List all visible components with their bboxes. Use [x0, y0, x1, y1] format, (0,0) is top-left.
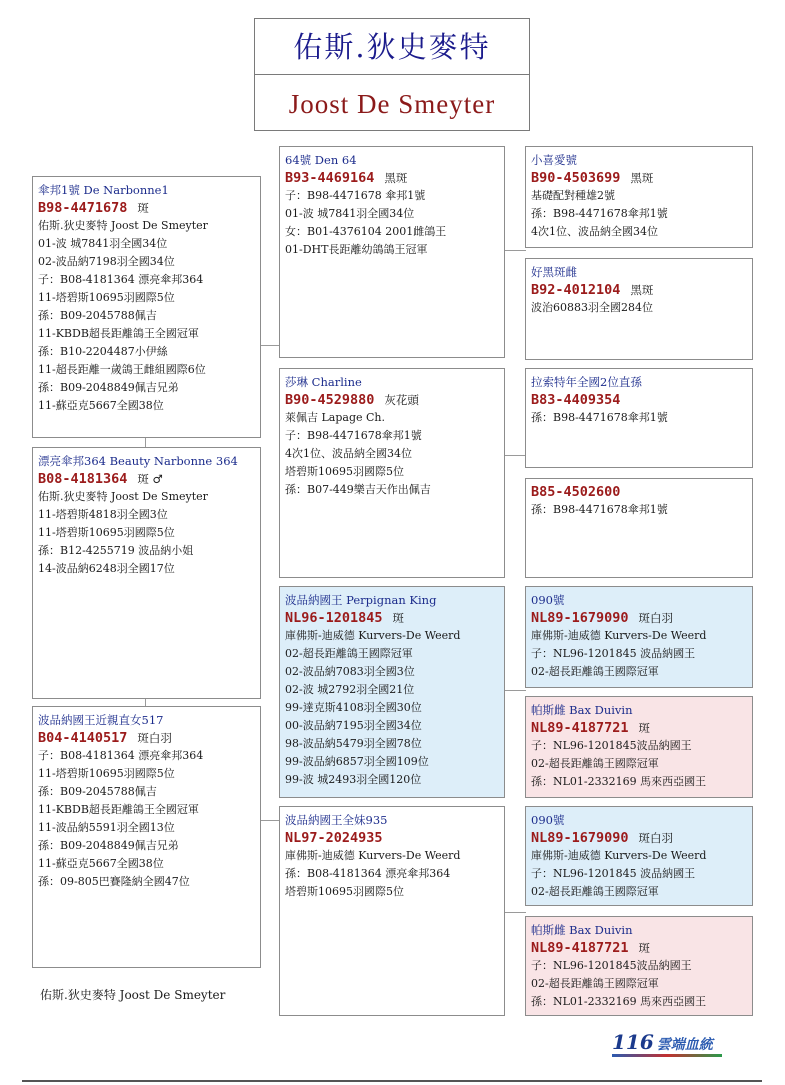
record-line: 子：B98-4471678 傘邦1號 [285, 189, 426, 202]
record-line: 孫：B09-2045788佩吉 [38, 785, 157, 798]
pigeon-color: 斑白羽 [638, 831, 674, 845]
breeder-name: 佑斯.狄史麥特 Joost De Smeyter [40, 988, 226, 1002]
pigeon-color: 黑斑 [630, 283, 654, 297]
pedigree-card-granddam-paternal[interactable] [279, 368, 505, 578]
ring-number: NL89-1679090 [531, 610, 629, 626]
pigeon-name: 帕斯雌 Bax Duivin [531, 923, 633, 937]
pigeon-name: 波品納國王全妹935 [285, 813, 388, 827]
connector-line [260, 345, 280, 346]
record-line: 02-波品納7083羽全國3位 [285, 665, 415, 678]
pigeon-name: 64號 Den 64 [285, 153, 357, 167]
record-line: 02-超長距離鴿王國際冠軍 [531, 665, 659, 678]
pigeon-name: 拉索特年全國2位直孫 [531, 375, 642, 389]
record-line: 孫：B09-2048849佩吉兄弟 [38, 839, 179, 852]
record-line: 佑斯.狄史麥特 Joost De Smeyter [38, 490, 208, 503]
record-line: 萊佩吉 Lapage Ch. [285, 411, 386, 424]
logo-underline [612, 1054, 722, 1057]
record-line: 4次1位、波品納全國34位 [285, 447, 412, 460]
ring-number: B98-4471678 [38, 200, 128, 216]
pigeon-name: 好黑斑雌 [531, 265, 577, 279]
logo-text: 雲端血統 [656, 1037, 713, 1053]
record-line: 塔碧斯10695羽國際5位 [285, 465, 404, 478]
site-logo[interactable] [612, 1030, 742, 1060]
record-line: 子：NL96-1201845 波品納國王 [531, 867, 696, 880]
record-line: 孫：B09-2048849佩吉兄弟 [38, 381, 179, 394]
pedigree-card-grandsire-paternal[interactable] [279, 146, 505, 358]
ring-number: B83-4409354 [531, 392, 621, 408]
record-line: 02-超長距離鴿王國際冠軍 [531, 977, 659, 990]
pigeon-color: 斑 [137, 201, 149, 215]
ring-number: NL89-1679090 [531, 830, 629, 846]
pigeon-name: 帕斯雌 Bax Duivin [531, 703, 633, 717]
ring-number: NL96-1201845 [285, 610, 383, 626]
pigeon-name: 傘邦1號 De Narbonne1 [38, 183, 169, 197]
record-line: 11-蘇亞克5667全國38位 [38, 399, 164, 412]
pedigree-card-subject[interactable] [32, 447, 261, 699]
record-line: 子：NL96-1201845 波品納國王 [531, 647, 696, 660]
record-line: 波治60883羽全國284位 [531, 301, 653, 314]
pedigree-card-great-grandparent[interactable] [525, 478, 753, 578]
pigeon-color: 斑 [638, 721, 651, 735]
pigeon-color: 黑斑 [384, 171, 408, 185]
pedigree-card-great-grandparent[interactable] [525, 916, 753, 1016]
record-line: 11-超長距離一歲鴿王雌組國際6位 [38, 363, 206, 376]
pedigree-card-great-grandparent[interactable] [525, 146, 753, 248]
logo-number: 116 [612, 1030, 654, 1054]
title-chinese: 佑斯.狄史麥特 [255, 19, 529, 75]
ring-number: B08-4181364 [38, 471, 128, 487]
record-line: 00-波品納7195羽全國34位 [285, 719, 422, 732]
record-line: 99-波品納6857羽全國109位 [285, 755, 429, 768]
pigeon-name: 波品納國王近親直女517 [38, 713, 164, 727]
record-line: 01-DHT長距離幼鴿鴿王冠軍 [285, 243, 428, 256]
record-line: 02-超長距離鴿王國際冠軍 [531, 757, 659, 770]
record-line: 孫：NL01-2332169 馬來西亞國王 [531, 995, 707, 1008]
record-line: 02-波品納7198羽全國34位 [38, 255, 175, 268]
record-line: 99-波 城2493羽全國120位 [285, 773, 422, 786]
record-line: 庫佛斯-迪威德 Kurvers-De Weerd [285, 849, 461, 862]
ring-number: B90-4529880 [285, 392, 375, 408]
pedigree-card-granddam-maternal[interactable] [279, 806, 505, 1016]
record-line: 女：B01-4376104 2001雌鴿王 [285, 225, 447, 238]
record-line: 孫：B98-4471678傘邦1號 [531, 411, 668, 424]
ring-number: B90-4503699 [531, 170, 621, 186]
record-line: 11-塔碧斯10695羽國際5位 [38, 526, 175, 539]
record-line: 01-波 城7841羽全國34位 [285, 207, 415, 220]
record-line: 子：B98-4471678傘邦1號 [285, 429, 422, 442]
record-line: 孫：B07-449樂吉天作出佩吉 [285, 483, 431, 496]
record-line: 庫佛斯-迪威德 Kurvers-De Weerd [531, 629, 707, 642]
pigeon-name: 090號 [531, 813, 565, 827]
pigeon-color: 斑 ♂ [137, 472, 163, 486]
record-line: 佑斯.狄史麥特 Joost De Smeyter [38, 219, 208, 232]
connector-line [260, 820, 280, 821]
ring-number: B85-4502600 [531, 484, 621, 500]
record-line: 98-波品納5479羽全國78位 [285, 737, 422, 750]
pedigree-card-sire[interactable] [32, 176, 261, 438]
pedigree-title [254, 18, 530, 131]
record-line: 11-塔碧斯10695羽國際5位 [38, 291, 175, 304]
pigeon-name: 090號 [531, 593, 565, 607]
connector-line [145, 437, 146, 447]
ring-number: B92-4012104 [531, 282, 621, 298]
record-line: 4次1位、波品納全國34位 [531, 225, 658, 238]
title-english: Joost De Smeyter [288, 89, 496, 119]
record-line: 孫：B08-4181364 漂亮傘邦364 [285, 867, 451, 880]
ring-number: B04-4140517 [38, 730, 128, 746]
record-line: 孫：NL01-2332169 馬來西亞國王 [531, 775, 707, 788]
pigeon-color: 斑 [638, 941, 651, 955]
pigeon-color: 斑 [392, 611, 405, 625]
record-line: 11-KBDB超長距離鴿王全國冠軍 [38, 803, 199, 816]
record-line: 塔碧斯10695羽國際5位 [285, 885, 404, 898]
pedigree-card-grandsire-maternal[interactable] [279, 586, 505, 798]
record-line: 02-超長距離鴿王國際冠軍 [285, 647, 413, 660]
record-line: 孫：B10-2204487小伊絲 [38, 345, 168, 358]
record-line: 11-塔碧斯10695羽國際5位 [38, 767, 175, 780]
record-line: 孫：09-805巴賽隆納全國47位 [38, 875, 190, 888]
record-line: 02-波 城2792羽全國21位 [285, 683, 415, 696]
record-line: 01-波 城7841羽全國34位 [38, 237, 168, 250]
record-line: 11-KBDB超長距離鴿王全國冠軍 [38, 327, 199, 340]
connector-line [504, 455, 526, 456]
connector-line [504, 690, 526, 691]
record-line: 孫：B12-4255719 波品納小姐 [38, 544, 194, 557]
record-line: 02-超長距離鴿王國際冠軍 [531, 885, 659, 898]
record-line: 孫：B98-4471678傘邦1號 [531, 207, 668, 220]
record-line: 11-波品納5591羽全國13位 [38, 821, 175, 834]
bottom-divider [22, 1080, 762, 1082]
record-line: 基礎配對種雄2號 [531, 189, 615, 202]
ring-number: B93-4469164 [285, 170, 375, 186]
pigeon-name: 漂亮傘邦364 Beauty Narbonne 364 [38, 454, 238, 468]
ring-number: NL89-4187721 [531, 720, 629, 736]
record-line: 庫佛斯-迪威德 Kurvers-De Weerd [285, 629, 461, 642]
pigeon-color: 黑斑 [630, 171, 654, 185]
pedigree-card-great-grandparent[interactable] [525, 806, 753, 906]
pedigree-card-dam[interactable] [32, 706, 261, 968]
pigeon-name: 小喜愛號 [531, 153, 577, 167]
pigeon-color: 斑白羽 [638, 611, 674, 625]
record-line: 子：B08-4181364 漂亮傘邦364 [38, 749, 204, 762]
pedigree-card-great-grandparent[interactable] [525, 258, 753, 360]
pigeon-color: 灰花頭 [384, 393, 419, 407]
pedigree-card-great-grandparent[interactable] [525, 696, 753, 798]
ring-number: NL89-4187721 [531, 940, 629, 956]
record-line: 孫：B09-2045788佩吉 [38, 309, 157, 322]
connector-line [504, 250, 526, 251]
pigeon-color: 斑白羽 [137, 731, 172, 745]
connector-line [145, 698, 146, 706]
record-line: 11-蘇亞克5667全國38位 [38, 857, 164, 870]
record-line: 庫佛斯-迪威德 Kurvers-De Weerd [531, 849, 707, 862]
connector-line [504, 912, 526, 913]
pigeon-name: 波品納國王 Perpignan King [285, 593, 437, 607]
record-line: 11-塔碧斯4818羽全國3位 [38, 508, 168, 521]
record-line: 孫：B98-4471678傘邦1號 [531, 503, 668, 516]
record-line: 子：NL96-1201845波品納國王 [531, 739, 692, 752]
record-line: 14-波品納6248羽全國17位 [38, 562, 175, 575]
pedigree-card-great-grandparent[interactable] [525, 586, 753, 688]
record-line: 子：B08-4181364 漂亮傘邦364 [38, 273, 204, 286]
pigeon-name: 莎琳 Charline [285, 375, 362, 389]
record-line: 99-達克斯4108羽全國30位 [285, 701, 422, 714]
record-line: 子：NL96-1201845波品納國王 [531, 959, 692, 972]
pedigree-card-great-grandparent[interactable] [525, 368, 753, 468]
ring-number: NL97-2024935 [285, 830, 383, 846]
